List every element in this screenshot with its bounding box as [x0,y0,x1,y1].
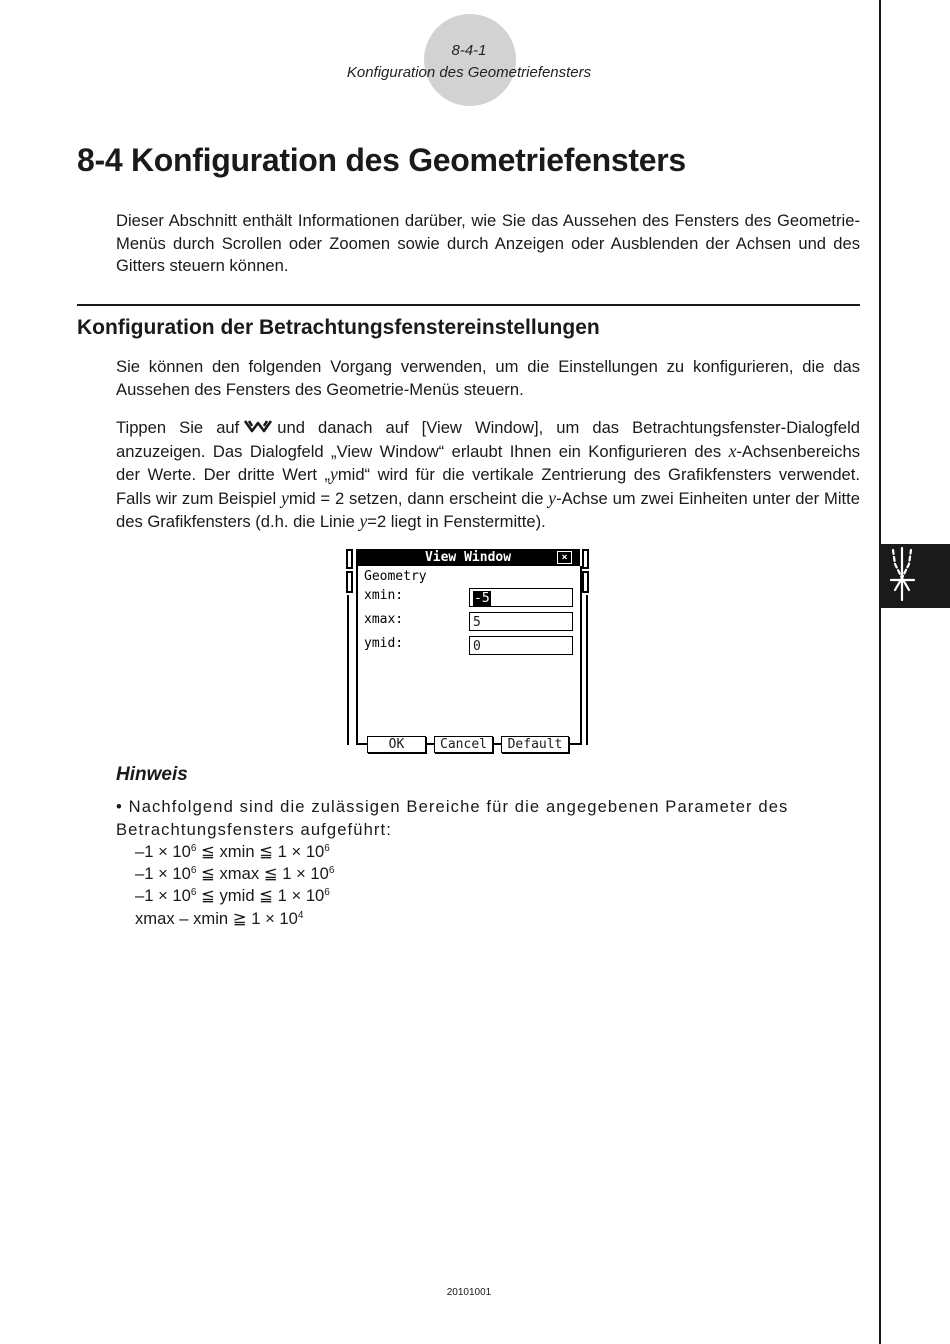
text-run: und danach auf [View Window], um das Betrachtungsfenster-Dialogfeld anzuzeigen. Das Dialogfeld „View Window“ erlaubt Ihnen ein Konfigurieren des [116,418,860,461]
range-exponent: 6 [328,865,335,876]
range-text: –1 × 10 [135,842,191,861]
xmax-field[interactable]: 5 [469,612,573,631]
range-line [135,863,334,886]
chapter-tab [881,544,950,608]
xmin-value: -5 [474,591,490,606]
dialog-body [356,566,582,752]
range-exponent: 6 [190,865,197,876]
text-run: =2 liegt in Fenstermitte). [367,512,546,531]
math-var: x [728,440,737,461]
running-header: Konfiguration des Geometriefensters [346,64,592,81]
range-text: –1 × 10 [135,864,191,883]
note-heading: Hinweis [116,764,188,785]
ymid-field[interactable]: 0 [469,636,573,655]
xmin-label: xmin: [364,588,404,603]
ok-button[interactable]: OK [367,736,426,753]
close-icon[interactable]: × [557,551,572,564]
default-button[interactable]: Default [501,736,569,753]
ymid-label: ymid: [364,636,404,651]
view-window-dialog [346,547,590,752]
xmax-label: xmax: [364,612,404,627]
range-line [135,908,303,931]
range-text: xmax – xmin ≧ 1 × 10 [135,909,298,928]
section-heading: Konfiguration der Betrachtungsfenstereinstellungen [77,316,600,339]
text-run: Tippen Sie auf [116,418,240,437]
text-run: mid = 2 setzen, dann erscheint die [288,488,549,508]
range-line [135,885,330,908]
range-text: –1 × 10 [135,886,191,905]
range-exponent: 6 [324,887,330,898]
range-text: ≦ ymid ≦ 1 × 10 [196,886,325,905]
math-var: y [548,487,557,508]
geometry-tab-icon [881,544,950,608]
range-exponent: 4 [297,910,304,921]
text-run: -Achsenbereichs der Werte. Der dritte Wert „ [116,441,860,484]
footer-code: 20101001 [446,1287,492,1298]
cancel-button[interactable]: Cancel [434,736,493,753]
math-var: y [359,511,368,531]
dialog-title-bar [356,549,580,566]
view-menu-icon [243,418,273,436]
xmin-field[interactable] [469,588,573,607]
text-run: -Achse um zwei Einheiten unter der Mitte des Grafikfensters (d.h. die Linie [116,488,860,531]
intro-paragraph: Dieser Abschnitt enthält Informationen darüber, wie Sie das Aussehen des Fensters des Geometrie-Menüs durch Scrollen oder Zoomen sowie durch Anzeigen oder Ausblenden der Achsen und des Gitters steuern können. [116,211,860,275]
range-exponent: 6 [190,843,197,854]
dialog-title: View Window [424,550,512,565]
range-text: ≦ xmax ≦ 1 × 10 [196,864,329,883]
section-number: 8-4-1 [451,42,487,59]
range-exponent: 6 [190,887,197,898]
note-bullet: • Nachfolgend sind die zulässigen Bereiche für die angegebenen Parameter des Betrachtungsfensters aufgeführt: [116,797,789,839]
section-divider [77,304,860,306]
math-var: y [330,464,338,484]
range-exponent: 6 [324,843,330,854]
text-run: mid“ wird für die vertikale Zentrierung des Grafikfensters verwendet. Falls wir zum Beispiel [116,465,861,508]
range-text: ≦ xmin ≦ 1 × 10 [196,842,325,861]
range-line [135,841,330,864]
right-margin-rule [879,0,881,1344]
page-title: 8-4 Konfiguration des Geometriefensters [77,142,686,178]
instruction-paragraph [116,417,860,534]
header-badge [424,14,516,106]
math-var: y [281,487,289,508]
dialog-category: Geometry [364,569,427,584]
section-paragraph: Sie können den folgenden Vorgang verwenden, um die Einstellungen zu konfigurieren, die das Aussehen des Fensters des Geometrie-Menüs steuern. [116,357,860,399]
